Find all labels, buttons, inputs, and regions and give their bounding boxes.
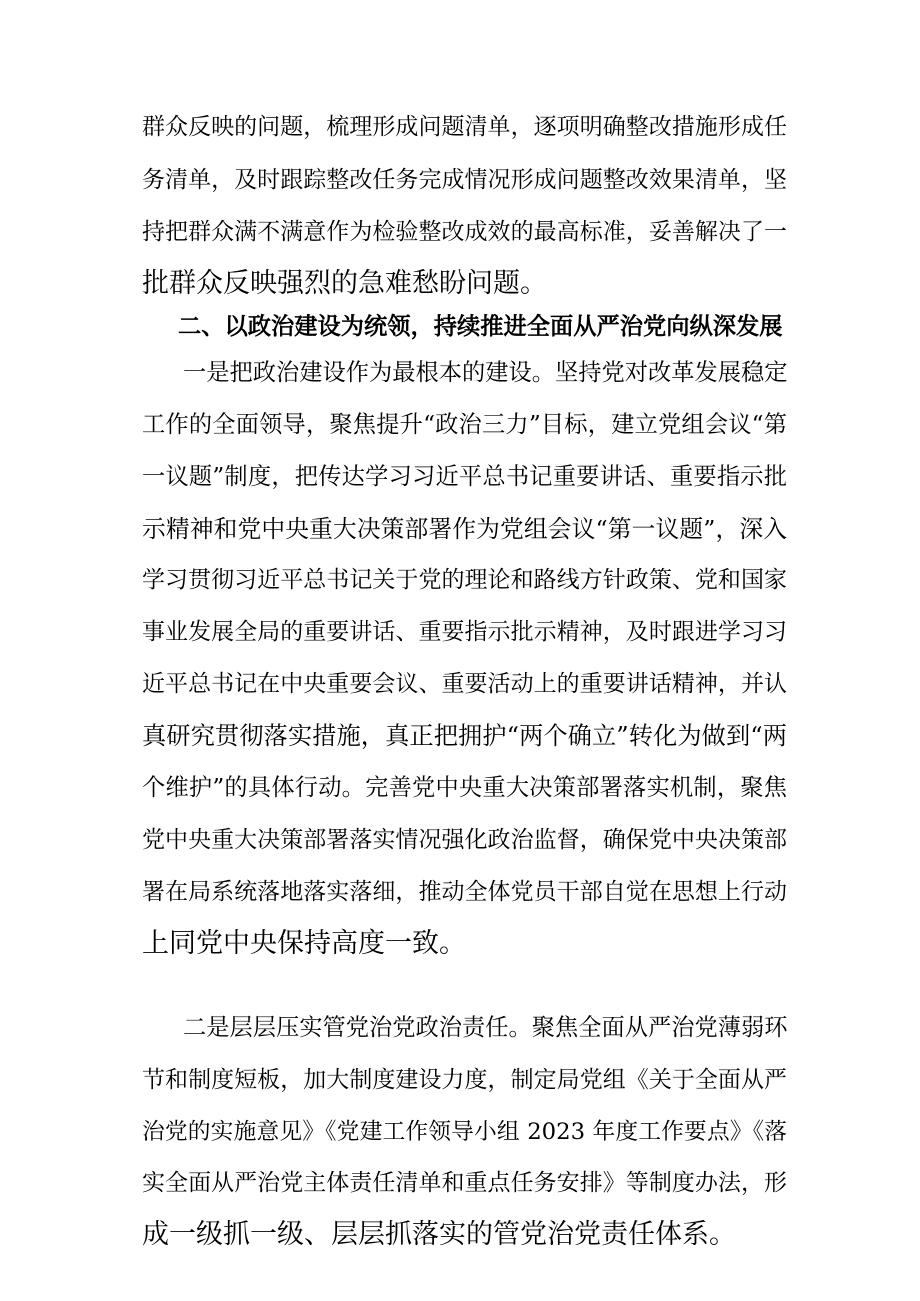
paragraph-line: 实全面从严治党主体责任清单和重点任务安排》等制度办法，形 (142, 1170, 787, 1196)
paragraph-line: 工作的全面领导，聚焦提升“政治三力”目标，建立党组会议“第 (142, 411, 787, 438)
paragraph-line: 治党的实施意见》《党建工作领导小组 2023 年度工作要点》《落 (142, 1119, 787, 1145)
paragraph-line: 一议题”制度，把传达学习习近平总书记重要讲话、重要指示批 (142, 463, 787, 490)
paragraph-line: 真研究贯彻落实措施，真正把拥护“两个确立”转化为做到“两 (142, 721, 787, 750)
paragraph-line: 上同党中央保持高度一致。 (142, 928, 466, 959)
paragraph-line: 批群众反映强烈的急难愁盼问题。 (142, 268, 547, 299)
paragraph-line: 持把群众满不满意作为检验整改成效的最高标准，妥善解决了一 (142, 219, 787, 245)
paragraph-line: 示精神和党中央重大决策部署作为党组会议“第一议题”，深入 (142, 515, 787, 543)
paragraph-line: 事业发展全局的重要讲话、重要指示批示精神，及时跟进学习习 (142, 619, 787, 645)
paragraph-line: 务清单，及时跟踪整改任务完成情况形成问题整改效果清单，坚 (142, 167, 787, 193)
paragraph-line: 个维护”的具体行动。完善党中央重大决策部署落实机制，聚焦 (142, 774, 787, 801)
paragraph-line: 一是把政治建设作为最根本的建设。坚持党对改革发展稳定 (183, 359, 788, 386)
paragraph-line: 成一级抓一级、层层抓落实的管党治党责任体系。 (142, 1219, 736, 1250)
paragraph-line: 党中央重大决策部署落实情况强化政治监督，确保党中央决策部 (142, 827, 787, 853)
section-heading: 二、以政治建设为统领，持续推进全面从严治党向纵深发展 (178, 313, 783, 340)
paragraph-line: 节和制度短板，加大制度建设力度，制定局党组《关于全面从严 (142, 1067, 787, 1093)
paragraph-line: 近平总书记在中央重要会议、重要活动上的重要讲话精神，并认 (142, 671, 787, 697)
paragraph-line: 群众反映的问题，梳理形成问题清单，逐项明确整改措施形成任 (142, 114, 787, 140)
paragraph-line: 学习贯彻习近平总书记关于党的理论和路线方针政策、党和国家 (142, 567, 787, 593)
paragraph-line: 二是层层压实管党治党政治责任。聚焦全面从严治党薄弱环 (183, 1014, 788, 1041)
paragraph-line: 署在局系统落地落实落细，推动全体党员干部自觉在思想上行动 (142, 879, 787, 905)
